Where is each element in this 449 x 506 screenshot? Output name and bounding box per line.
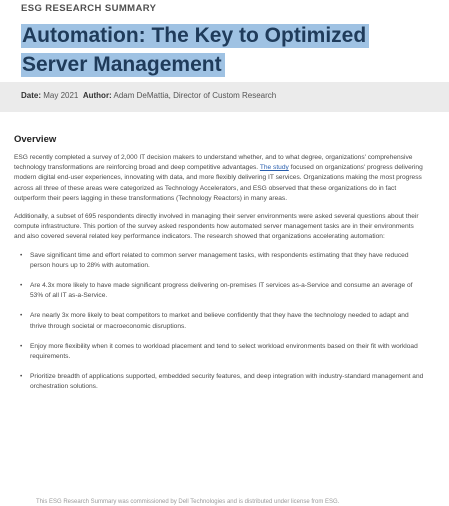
list-item-text: Enjoy more flexibility when it comes to workload placement and tend to select workload environments based on their fit with workload requirements. <box>30 342 418 361</box>
list-item <box>14 372 424 392</box>
bullet-icon: • <box>20 282 23 290</box>
list-item <box>14 342 424 362</box>
footer-note: This ESG Research Summary was commissioned by Dell Technologies and is distributed under license from ESG. <box>36 499 340 505</box>
date-value: May 2021 <box>43 91 79 100</box>
page-title-highlight: Automation: The Key to Optimized Server Management <box>21 24 369 77</box>
bullet-icon: • <box>20 342 23 350</box>
bullet-icon: • <box>20 373 23 381</box>
bullet-icon: • <box>20 312 23 320</box>
overview-paragraph-1 <box>14 153 426 204</box>
overview-p1-after-link: focused on organizations' progress delivering modern digital end-user experiences, innovating with data, and more flexibly delivering IT services. Organizations making the most progress across all three of these areas were categorized as Technology Accelerators, and ESG observed that these organizations do in fact outperform their peers lagging in these transformations (Technology Reactors) in many areas. <box>14 164 423 202</box>
list-item <box>14 251 424 271</box>
list-item-text: Are 4.3x more likely to have made significant progress delivering on-premises IT services as-a-Service and consume an average of 53% of all IT as-a-Service. <box>30 282 413 300</box>
overview-p1-before-link: ESG recently completed a survey of 2,000 IT decision makers to understand whether, and to what degree, organizations' comprehensive technology transformations are reinforcing broad and deep competitive advantages. <box>14 154 413 172</box>
list-item-text: Prioritize breadth of applications supported, embedded security features, and deep integration with industry-standard management and orchestration solutions. <box>30 373 424 391</box>
meta-line <box>21 91 276 100</box>
list-item-text: Are nearly 3x more likely to beat competitors to market and believe confidently that they have the technology needed to adapt and thrive through societal or macroeconomic disruptions. <box>30 312 409 330</box>
list-item <box>14 281 424 301</box>
date-label: Date: <box>21 91 42 100</box>
overview-paragraph-2: Additionally, a subset of 695 respondents directly involved in managing their server environments were asked several questions about their compute infrastructure. This portion of the survey asked respondents how automated server management tasks are in their environments and also covered several related key performance indicators. The research showed that organizations accelerating automation: <box>14 213 419 241</box>
list-item <box>14 311 424 331</box>
study-link[interactable]: The study <box>259 164 289 172</box>
list-item-text: Save significant time and effort related to common server management tasks, with respondents estimating that they have reduced person hours up to 28% with automation. <box>30 251 409 269</box>
page-title <box>21 21 421 79</box>
overview-heading: Overview <box>14 134 57 145</box>
overview-body <box>14 153 426 403</box>
author-label: Author: <box>82 91 112 100</box>
author-value: Adam DeMattia, Director of Custom Research <box>113 91 277 100</box>
findings-list <box>14 251 426 393</box>
report-kicker: ESG RESEARCH SUMMARY <box>21 3 157 14</box>
bullet-icon: • <box>20 251 23 259</box>
